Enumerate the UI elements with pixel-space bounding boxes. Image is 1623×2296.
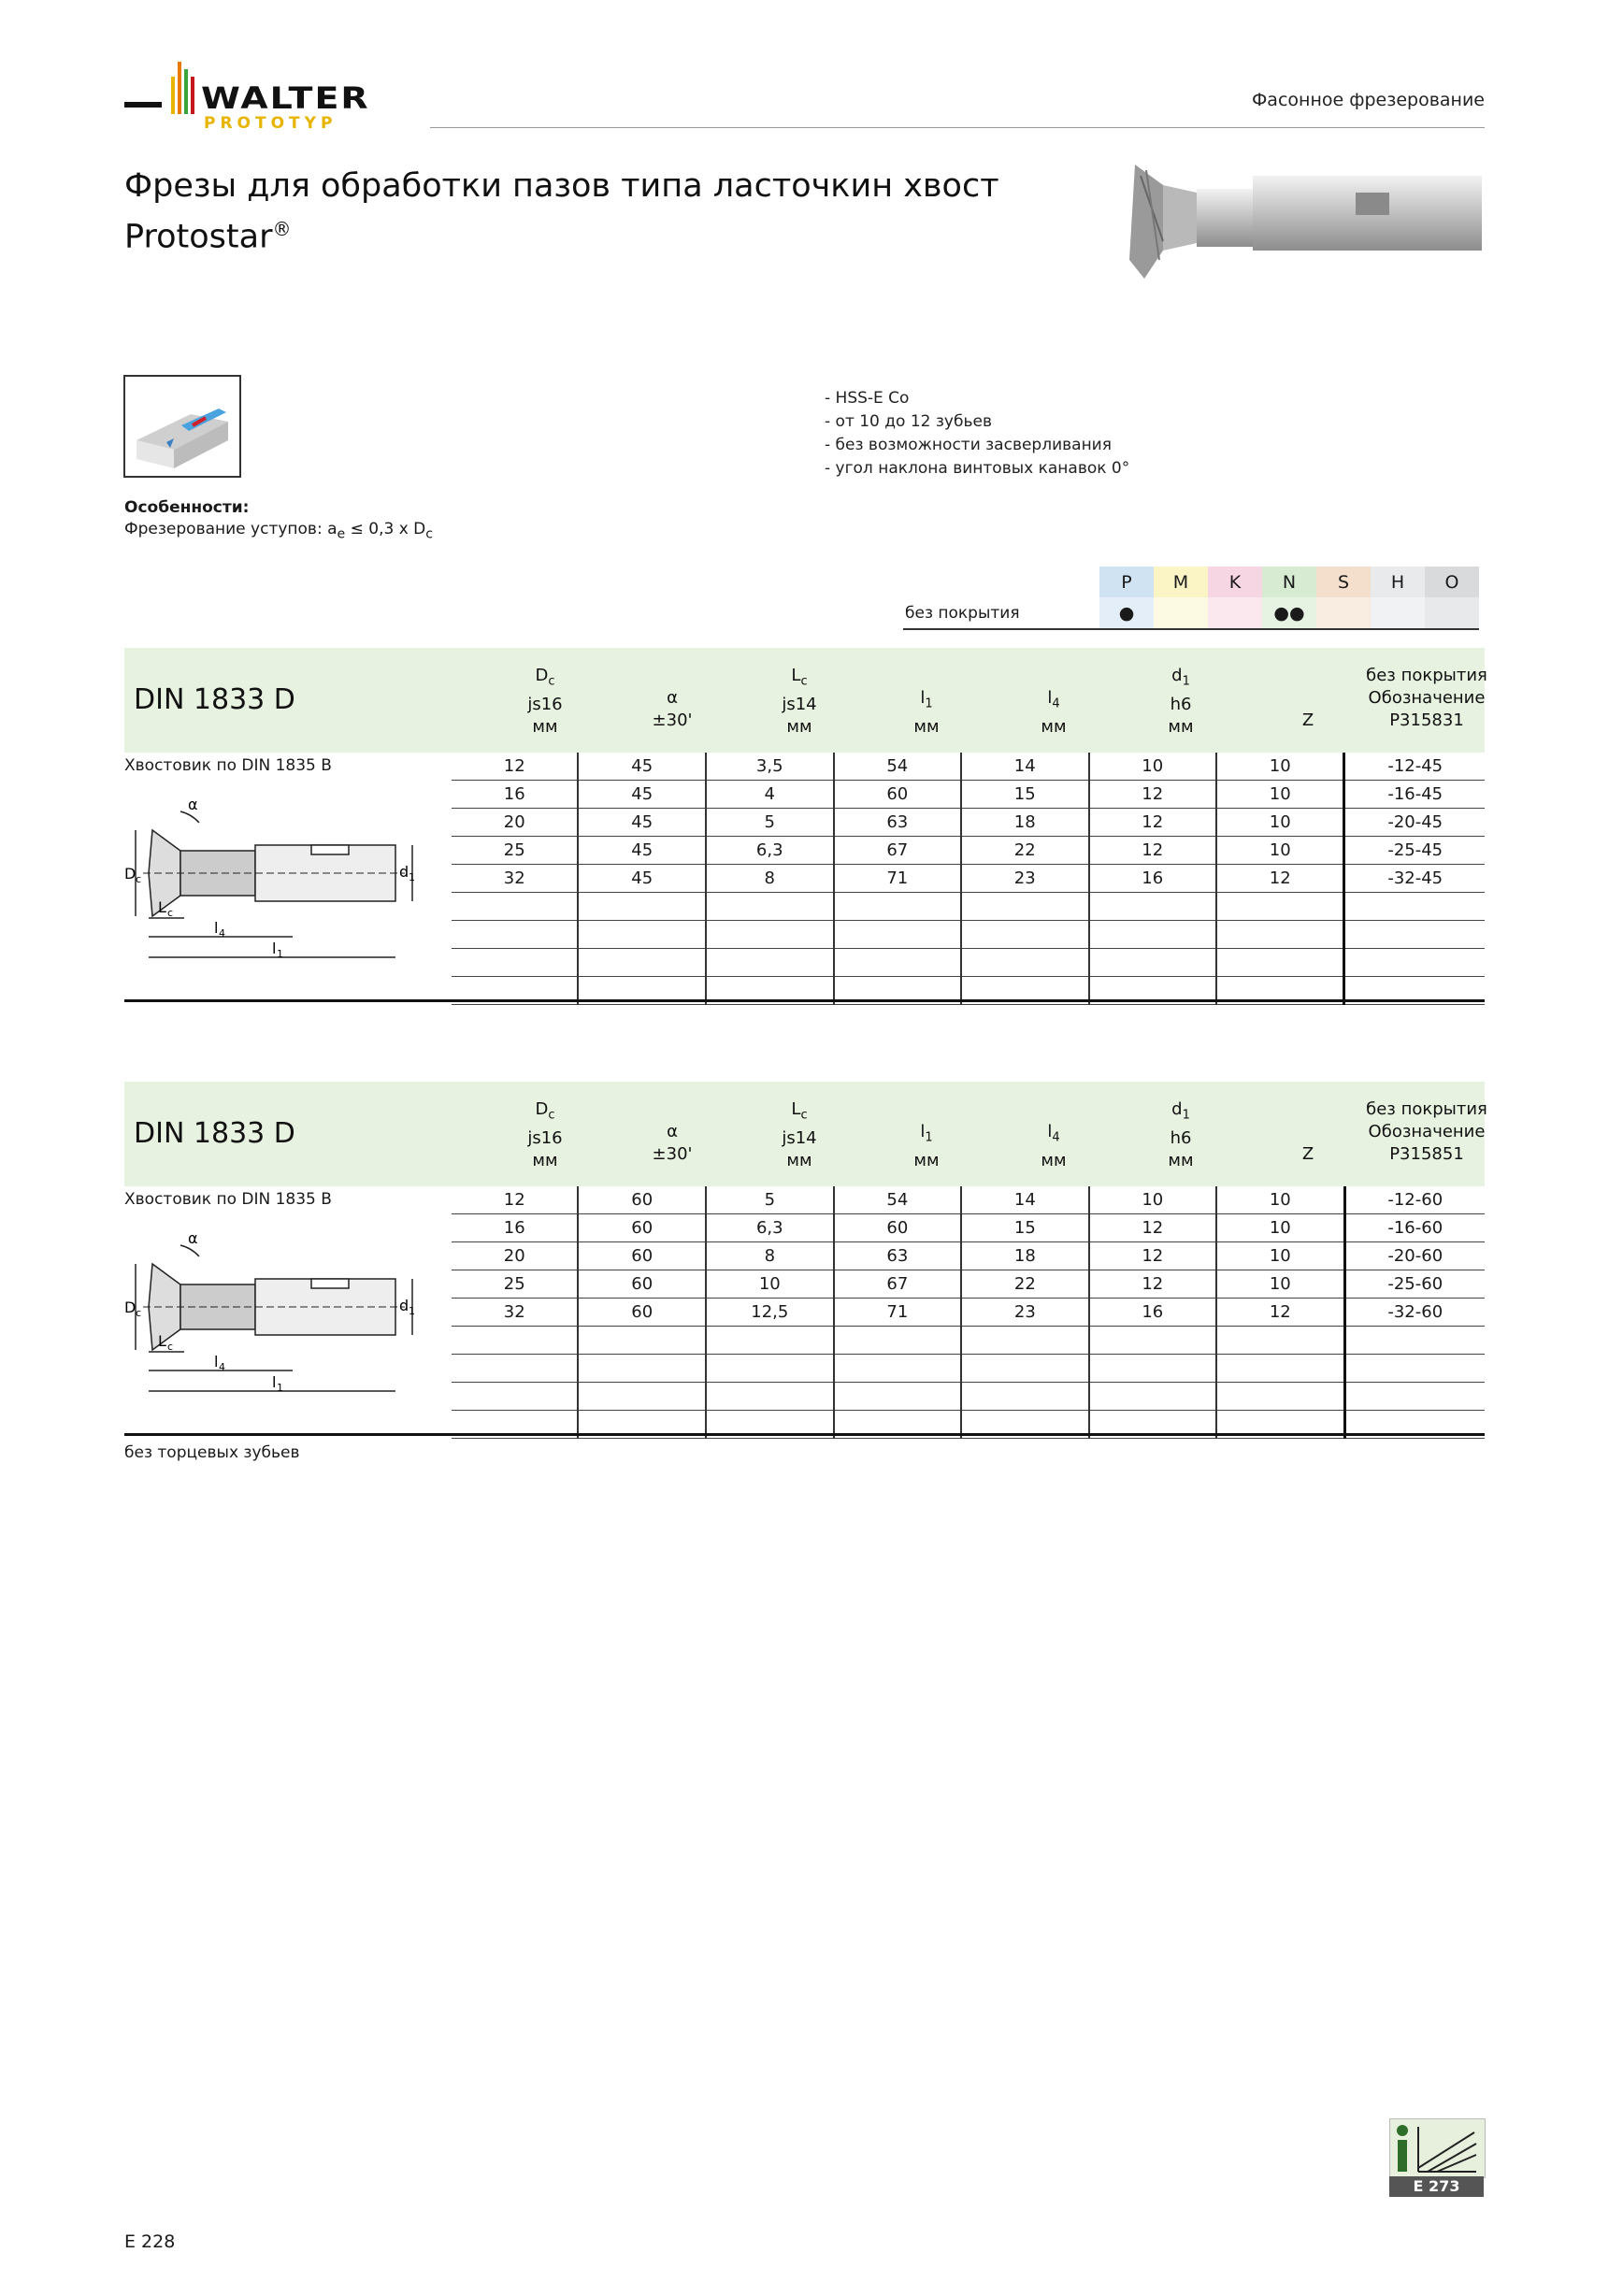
d1-sub: 1 — [409, 1305, 415, 1317]
table-cell: -25-60 — [1344, 1270, 1485, 1299]
table-cell: 5 — [706, 1186, 834, 1214]
table-cell: 12 — [1089, 1270, 1216, 1299]
col-text: d — [1171, 666, 1183, 685]
col-text: h6 — [1170, 694, 1192, 714]
table-cell — [452, 949, 578, 977]
table-row — [452, 1186, 1485, 1214]
col-sub: 1 — [1182, 1108, 1190, 1123]
table-cell: 12 — [1216, 1299, 1344, 1327]
lc-sub: c — [167, 1341, 174, 1353]
table-cell: 16 — [1089, 1299, 1216, 1327]
d1-label: d — [399, 1297, 409, 1314]
table-cell — [452, 1383, 578, 1411]
col-text: без покрытия — [1366, 666, 1487, 685]
table-cell: 63 — [834, 1242, 961, 1270]
d1-label: d — [399, 863, 409, 881]
table-cell: 60 — [834, 781, 961, 809]
header-divider — [430, 127, 1485, 128]
table-cell: 12 — [452, 1186, 578, 1214]
table-cell: 16 — [1089, 865, 1216, 893]
suitability-k — [1208, 597, 1262, 629]
table-cell — [961, 893, 1088, 921]
table-cell: 8 — [706, 865, 834, 893]
table-cell: -20-60 — [1344, 1242, 1485, 1270]
table-cell: 60 — [578, 1242, 705, 1270]
table-cell — [1089, 1327, 1216, 1355]
col-z — [1257, 1098, 1359, 1166]
table-cell: 63 — [834, 809, 961, 837]
table-cell: 15 — [961, 1214, 1088, 1242]
col-text: α — [667, 688, 678, 708]
col-designation — [1357, 665, 1497, 732]
notes-text-part: ≤ 0,3 x D — [345, 520, 426, 538]
table-cell: 60 — [578, 1186, 705, 1214]
table-row — [452, 921, 1485, 949]
table-cell: 18 — [961, 809, 1088, 837]
table-row — [452, 893, 1485, 921]
alpha-label: α — [188, 796, 198, 813]
table-bottom-rule — [124, 1433, 1485, 1436]
table-cell — [961, 1327, 1088, 1355]
col-l4 — [1002, 1098, 1105, 1172]
table-cell — [706, 1383, 834, 1411]
table-cell — [578, 1355, 705, 1383]
table-cell — [834, 949, 961, 977]
table-row — [452, 1355, 1485, 1383]
col-unit: мм — [786, 716, 812, 737]
table-cell: 45 — [578, 781, 705, 809]
col-text: l — [920, 1122, 926, 1141]
material-grid — [903, 567, 1479, 630]
suitability-h — [1371, 597, 1425, 629]
table-cell — [1089, 921, 1216, 949]
col-text: без покрытия — [1366, 1099, 1487, 1119]
col-dc — [494, 665, 596, 739]
table-cell — [1216, 893, 1344, 921]
table-cell: 54 — [834, 1186, 961, 1214]
table-cell — [1344, 1327, 1485, 1355]
table-row — [452, 1327, 1485, 1355]
table-cell — [706, 1355, 834, 1383]
table-cell: 23 — [961, 1299, 1088, 1327]
table-cell: 12 — [1216, 865, 1344, 893]
table-row — [452, 865, 1485, 893]
table-cell: 5 — [706, 809, 834, 837]
table-cell: -16-60 — [1344, 1214, 1485, 1242]
table-row — [452, 949, 1485, 977]
table-cell — [1216, 1327, 1344, 1355]
table-cell: 10 — [1216, 837, 1344, 865]
table-cell: -12-60 — [1344, 1186, 1485, 1214]
col-alpha — [621, 665, 724, 732]
col-unit: ±30' — [652, 1144, 693, 1164]
col-sub: 1 — [925, 696, 933, 711]
table-header — [124, 1082, 1485, 1186]
col-d1 — [1129, 665, 1232, 739]
table-cell: 60 — [578, 1214, 705, 1242]
col-text: l — [1047, 1122, 1053, 1141]
table-row — [452, 1299, 1485, 1327]
table-cell: -20-45 — [1344, 809, 1485, 837]
col-unit: мм — [913, 716, 940, 737]
table-cell: 22 — [961, 837, 1088, 865]
table-cell: -25-45 — [1344, 837, 1485, 865]
table-cell: 14 — [961, 753, 1088, 781]
col-text: js16 — [527, 694, 563, 714]
brand-name: WALTER — [201, 80, 370, 116]
table-cell — [834, 921, 961, 949]
material-group-n: N — [1262, 567, 1316, 597]
l4-sub: 4 — [219, 1361, 225, 1373]
table-cell: 32 — [452, 865, 578, 893]
suitability-n: ●● — [1262, 597, 1316, 629]
table-cell: 10 — [1216, 1270, 1344, 1299]
table-cell: 10 — [1089, 753, 1216, 781]
lc-label: L — [158, 898, 166, 916]
table-cell: 10 — [1089, 1186, 1216, 1214]
table-cell: 12 — [1089, 1214, 1216, 1242]
table-cell: 8 — [706, 1242, 834, 1270]
l1-sub: 1 — [277, 1382, 283, 1394]
alpha-label: α — [188, 1229, 198, 1247]
table-row — [452, 1242, 1485, 1270]
l4-label: l — [214, 919, 219, 937]
col-unit: мм — [1041, 716, 1067, 737]
col-text: js14 — [782, 1127, 817, 1148]
notes-title: Особенности: — [124, 498, 250, 517]
col-text: l — [1047, 688, 1053, 708]
col-l4 — [1002, 665, 1105, 739]
notes-text — [124, 520, 433, 541]
table-row — [452, 753, 1485, 781]
info-reference-icon[interactable] — [1389, 2118, 1486, 2178]
page-title — [124, 165, 999, 259]
table-cell: 10 — [1216, 753, 1344, 781]
material-group-k: K — [1208, 567, 1262, 597]
table-cell: 20 — [452, 1242, 578, 1270]
table-row — [452, 809, 1485, 837]
table-cell — [706, 893, 834, 921]
material-group-p: P — [1099, 567, 1154, 597]
table-cell: 12 — [1089, 1242, 1216, 1270]
col-text: α — [667, 1122, 678, 1141]
table-cell: 15 — [961, 781, 1088, 809]
table-cell — [834, 1355, 961, 1383]
col-sub: 4 — [1052, 696, 1060, 711]
table-cell — [961, 949, 1088, 977]
col-text: Обозначение — [1368, 688, 1486, 708]
col-sub: 1 — [1182, 674, 1190, 689]
col-text: d — [1171, 1099, 1183, 1119]
table-cell: 45 — [578, 865, 705, 893]
table-cell: 3,5 — [706, 753, 834, 781]
table-bottom-rule — [124, 999, 1485, 1002]
dc-label: D — [124, 1299, 136, 1316]
shank-note: Хвостовик по DIN 1835 B — [124, 756, 332, 775]
table-cell — [1344, 1383, 1485, 1411]
col-text: Z — [1301, 1144, 1314, 1164]
article-number: P315831 — [1389, 710, 1464, 730]
table-row — [452, 1383, 1485, 1411]
table-cell: 25 — [452, 837, 578, 865]
col-dc — [494, 1098, 596, 1172]
col-unit: мм — [532, 1150, 558, 1170]
l4-label: l — [214, 1353, 219, 1370]
col-text: L — [791, 666, 801, 685]
table-cell: 4 — [706, 781, 834, 809]
col-z — [1257, 665, 1359, 732]
table-cell — [1344, 1355, 1485, 1383]
feature-list — [825, 387, 1129, 481]
table-cell: 71 — [834, 865, 961, 893]
dc-sub: c — [136, 1307, 142, 1319]
table-cell — [1089, 893, 1216, 921]
table-row — [452, 837, 1485, 865]
table-cell — [452, 1327, 578, 1355]
table-cell — [1344, 893, 1485, 921]
table-cell: 10 — [706, 1270, 834, 1299]
col-text: l — [920, 688, 926, 708]
notes-text-part: Фрезерование уступов: a — [124, 520, 338, 538]
l4-sub: 4 — [219, 927, 225, 940]
col-designation — [1357, 1098, 1497, 1166]
d1-sub: 1 — [409, 871, 415, 883]
table-cell — [1089, 1355, 1216, 1383]
suitability-s — [1316, 597, 1371, 629]
table-cell: 10 — [1216, 1186, 1344, 1214]
col-unit: мм — [913, 1150, 940, 1170]
table-cell: 10 — [1216, 1214, 1344, 1242]
table-cell: 14 — [961, 1186, 1088, 1214]
notes-subscript: c — [425, 526, 434, 542]
table-row — [452, 781, 1485, 809]
dc-label: D — [124, 865, 136, 883]
table-cell: 45 — [578, 837, 705, 865]
feature-item: - от 10 до 12 зубьев — [825, 412, 992, 431]
col-unit: мм — [1168, 1150, 1194, 1170]
col-unit: мм — [1168, 716, 1194, 737]
table-row — [452, 1270, 1485, 1299]
shank-note: Хвостовик по DIN 1835 B — [124, 1190, 332, 1209]
table-cell: 12 — [1089, 781, 1216, 809]
table-cell — [1216, 1355, 1344, 1383]
table-cell — [452, 893, 578, 921]
coating-label: без покрытия — [903, 597, 1099, 629]
col-sub: c — [800, 674, 808, 689]
table-cell — [578, 1327, 705, 1355]
col-alpha — [621, 1098, 724, 1166]
table-cell: 60 — [834, 1214, 961, 1242]
col-sub: 1 — [925, 1130, 933, 1145]
table-cell: 32 — [452, 1299, 578, 1327]
l1-sub: 1 — [277, 948, 283, 960]
tool-drawing — [124, 1227, 447, 1432]
material-group-h: H — [1371, 567, 1425, 597]
data-grid — [452, 1186, 1485, 1439]
material-group-s: S — [1316, 567, 1371, 597]
col-unit: мм — [786, 1150, 812, 1170]
notes-subscript: e — [337, 526, 346, 542]
col-sub: 4 — [1052, 1130, 1060, 1145]
section-label: Фасонное фрезерование — [1251, 90, 1485, 110]
application-icon — [123, 375, 241, 478]
table-cell: 54 — [834, 753, 961, 781]
table-cell: 67 — [834, 837, 961, 865]
title-line-2 — [124, 208, 999, 259]
table-cell: 12,5 — [706, 1299, 834, 1327]
table-cell: 16 — [452, 781, 578, 809]
registered-mark: ® — [272, 218, 292, 240]
table-cell — [961, 1383, 1088, 1411]
table-cell — [1344, 921, 1485, 949]
col-text: D — [535, 666, 549, 685]
title-line-1: Фрезы для обработки пазов типа ласточкин хвост — [124, 167, 999, 205]
table-cell — [1344, 949, 1485, 977]
table-cell: 12 — [1089, 809, 1216, 837]
feature-item: - без возможности засверливания — [825, 436, 1112, 454]
col-text: h6 — [1170, 1127, 1192, 1148]
table-header — [124, 648, 1485, 753]
material-group-o: O — [1425, 567, 1479, 597]
col-text: L — [791, 1099, 801, 1119]
table-cell: 60 — [578, 1299, 705, 1327]
tool-photo — [1122, 157, 1487, 288]
table-cell — [706, 921, 834, 949]
l1-label: l — [272, 1373, 277, 1391]
table-cell: 10 — [1216, 1242, 1344, 1270]
table-cell — [1216, 1383, 1344, 1411]
lc-label: L — [158, 1332, 166, 1350]
table-cell: 12 — [452, 753, 578, 781]
col-text: Обозначение — [1368, 1122, 1486, 1141]
table-cell: 23 — [961, 865, 1088, 893]
table-cell: 25 — [452, 1270, 578, 1299]
table-cell — [578, 1383, 705, 1411]
col-unit: ±30' — [652, 710, 693, 730]
table-cell — [452, 1355, 578, 1383]
table-cell: -32-45 — [1344, 865, 1485, 893]
table-cell: 18 — [961, 1242, 1088, 1270]
table-cell: 6,3 — [706, 837, 834, 865]
col-text: js14 — [782, 694, 817, 714]
table-row — [452, 1214, 1485, 1242]
suitability-p: ● — [1099, 597, 1154, 629]
table-cell — [1216, 949, 1344, 977]
norm-label: DIN 1833 D — [134, 1117, 295, 1150]
table-cell — [834, 1327, 961, 1355]
table-cell — [578, 949, 705, 977]
table-cell: -32-60 — [1344, 1299, 1485, 1327]
col-text: js16 — [527, 1127, 563, 1148]
table-cell: 45 — [578, 753, 705, 781]
col-sub: c — [800, 1108, 808, 1123]
table-cell — [1089, 949, 1216, 977]
feature-item: - HSS-E Co — [825, 389, 910, 408]
feature-item: - угол наклона винтовых канавок 0° — [825, 459, 1130, 478]
table-cell — [452, 921, 578, 949]
brand-subname: PROTOTYP — [204, 114, 338, 133]
col-sub: c — [548, 1108, 555, 1123]
col-l1 — [875, 665, 978, 739]
material-grid-spacer — [903, 567, 1099, 597]
table-cell: 71 — [834, 1299, 961, 1327]
col-text: D — [535, 1099, 549, 1119]
table-cell — [706, 1327, 834, 1355]
table-cell: 16 — [452, 1214, 578, 1242]
table-cell: 22 — [961, 1270, 1088, 1299]
table-cell: -12-45 — [1344, 753, 1485, 781]
col-unit: мм — [1041, 1150, 1067, 1170]
table-cell — [1089, 1383, 1216, 1411]
norm-label: DIN 1833 D — [134, 683, 295, 716]
data-grid — [452, 753, 1485, 1005]
col-sub: c — [548, 674, 555, 689]
dc-sub: c — [136, 873, 142, 885]
table-cell: 10 — [1216, 809, 1344, 837]
col-lc — [748, 1098, 851, 1172]
footnote: без торцевых зубьев — [124, 1443, 300, 1462]
page-number: E 228 — [124, 2231, 176, 2252]
col-lc — [748, 665, 851, 739]
suitability-o — [1425, 597, 1479, 629]
title-product: Protostar — [124, 218, 273, 256]
col-text: Z — [1301, 710, 1314, 730]
table-cell: 67 — [834, 1270, 961, 1299]
tool-drawing — [124, 793, 447, 998]
reference-page-badge[interactable]: E 273 — [1389, 2176, 1484, 2197]
table-cell: 60 — [578, 1270, 705, 1299]
lc-sub: c — [167, 907, 174, 919]
col-l1 — [875, 1098, 978, 1172]
col-d1 — [1129, 1098, 1232, 1172]
suitability-m — [1154, 597, 1208, 629]
article-number: P315851 — [1389, 1144, 1464, 1164]
table-cell — [834, 893, 961, 921]
table-cell — [578, 921, 705, 949]
table-cell — [706, 949, 834, 977]
col-unit: мм — [532, 716, 558, 737]
material-group-m: M — [1154, 567, 1208, 597]
table-cell: 10 — [1216, 781, 1344, 809]
table-cell — [961, 921, 1088, 949]
table-cell: 20 — [452, 809, 578, 837]
table-cell — [578, 893, 705, 921]
table-cell — [961, 1355, 1088, 1383]
table-cell: 12 — [1089, 837, 1216, 865]
table-cell — [1216, 921, 1344, 949]
table-cell: 45 — [578, 809, 705, 837]
l1-label: l — [272, 940, 277, 957]
table-cell: 6,3 — [706, 1214, 834, 1242]
table-cell: -16-45 — [1344, 781, 1485, 809]
table-cell — [834, 1383, 961, 1411]
